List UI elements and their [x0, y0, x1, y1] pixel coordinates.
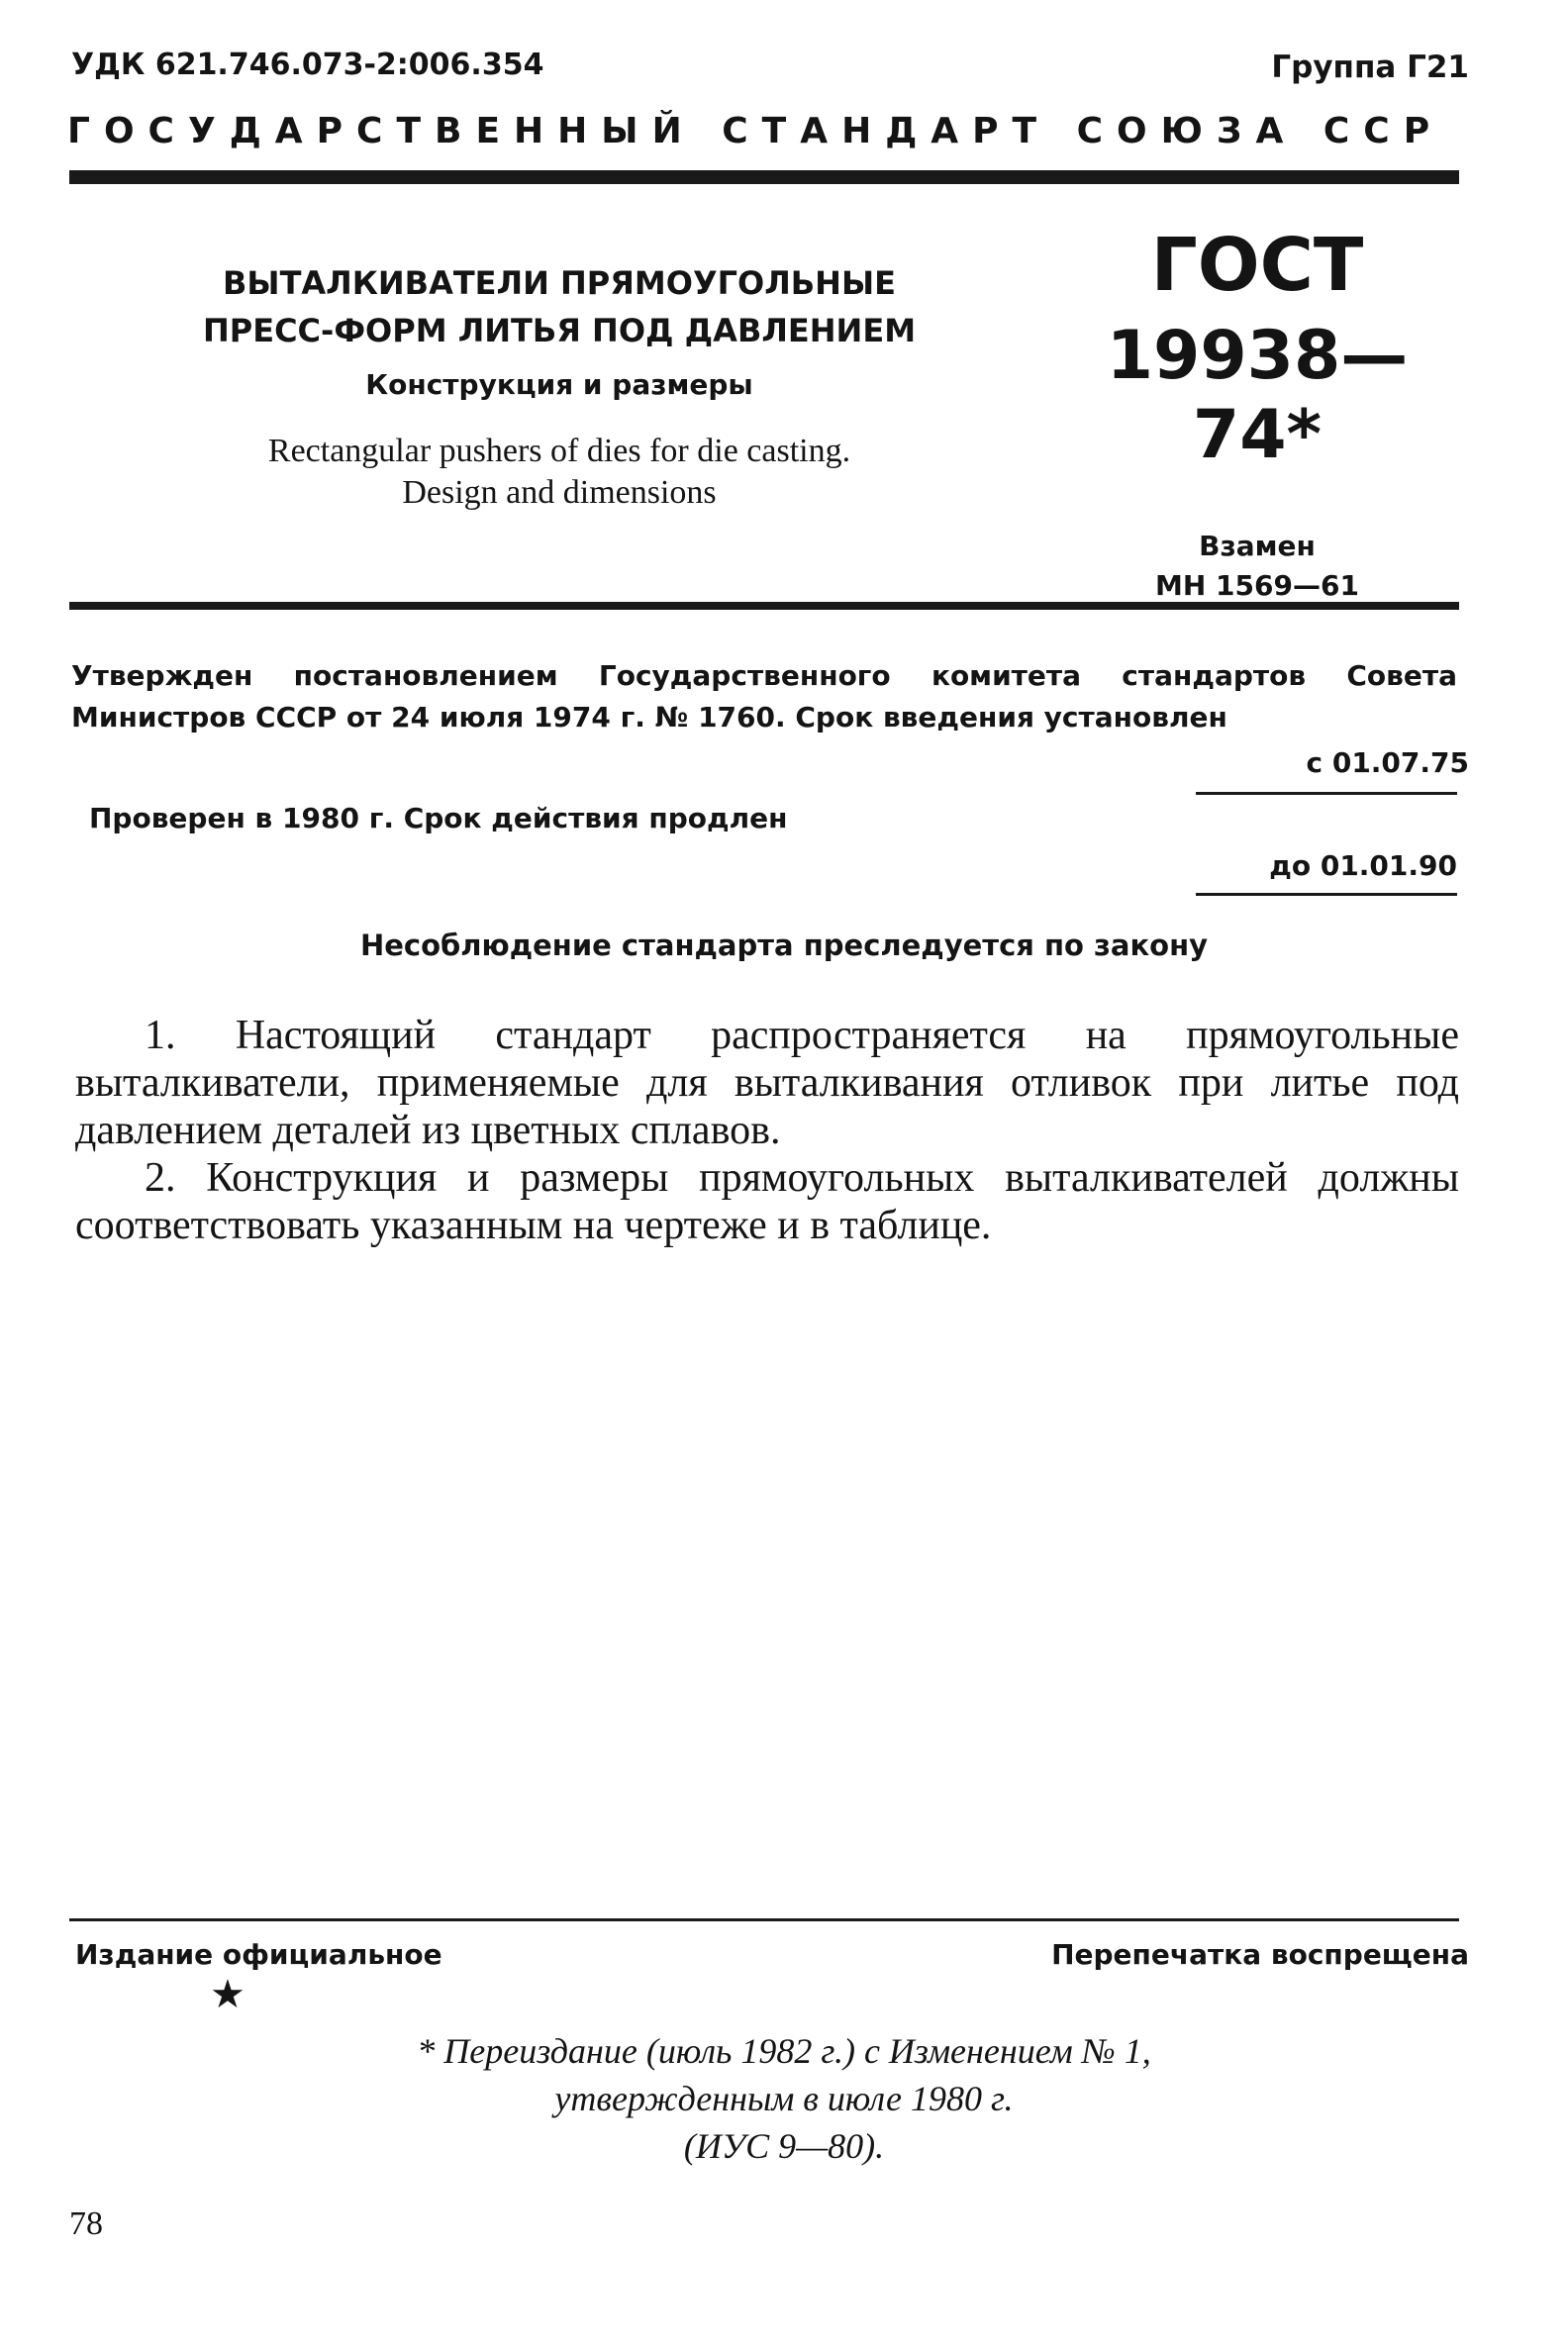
- gost-block: [1049, 223, 1465, 606]
- group-code: Группа Г21: [1271, 49, 1469, 85]
- bottom-rule-divider: [69, 1918, 1459, 1921]
- clauses: [75, 1012, 1459, 1249]
- edition-official: Издание официальное: [75, 1938, 442, 1971]
- gost-label: ГОСТ: [1150, 223, 1364, 308]
- checked-text: Проверен в 1980 г. Срок действия продлен: [89, 802, 788, 834]
- legal-warning: Несоблюдение стандарта преследуется по закону: [359, 929, 1209, 962]
- replaces-value: МН 1569—61: [1155, 569, 1359, 602]
- approval-text: Утвержден постановлением Государственного комитета стандартов Совета Министров СССР от 24 июля 1974 г. № 1760. Срок введения установлен: [71, 659, 1457, 733]
- reissue-line-2: утвержденным в июле 1980 г.: [554, 2079, 1014, 2118]
- expiry-date-underline: [1196, 893, 1457, 896]
- title-block: [148, 259, 970, 514]
- reissue-line-3: (ИУС 9—80).: [683, 2126, 885, 2166]
- reprint-prohibited: Перепечатка воспрещена: [1051, 1938, 1469, 1971]
- clause-1: 1. Настоящий стандарт распространяется на прямоугольные выталкиватели, применяемые для выталкивания отливок при литье под давлением деталей из цветных сплавов.: [75, 1013, 1459, 1153]
- udk-code: УДК 621.746.073-2:006.354: [71, 48, 544, 82]
- reissue-note: [0, 2027, 1568, 2170]
- middle-rule-divider: [69, 602, 1459, 610]
- title-line-1: ВЫТАЛКИВАТЕЛИ ПРЯМОУГОЛЬНЫЕ: [223, 264, 896, 302]
- subtitle: Конструкция и размеры: [365, 368, 753, 401]
- replaces-label: Взамен: [1199, 530, 1316, 562]
- expiry-date: до 01.01.90: [1269, 849, 1457, 882]
- english-title-line-2: Design and dimensions: [402, 474, 717, 511]
- page-number: 78: [69, 2205, 103, 2242]
- title-line-2: ПРЕСС-ФОРМ ЛИТЬЯ ПОД ДАВЛЕНИЕМ: [202, 312, 917, 349]
- clause-2: 2. Конструкция и размеры прямоугольных выталкивателей должны соответствовать указанным на чертеже и в таблице.: [75, 1155, 1459, 1248]
- intro-date-underline: [1196, 792, 1457, 795]
- gost-number: 19938—74*: [1106, 317, 1409, 474]
- english-title-line-1: Rectangular pushers of dies for die casting.: [267, 433, 851, 469]
- reissue-line-1: * Переиздание (июль 1982 г.) с Изменением № 1,: [417, 2031, 1151, 2071]
- star-icon: ★: [210, 1973, 245, 2016]
- state-standard-heading: ГОСУДАРСТВЕННЫЙ СТАНДАРТ СОЮЗА ССР: [67, 111, 1444, 151]
- intro-date: с 01.07.75: [1306, 746, 1469, 779]
- top-rule-divider: [69, 170, 1459, 184]
- english-title: [148, 431, 970, 514]
